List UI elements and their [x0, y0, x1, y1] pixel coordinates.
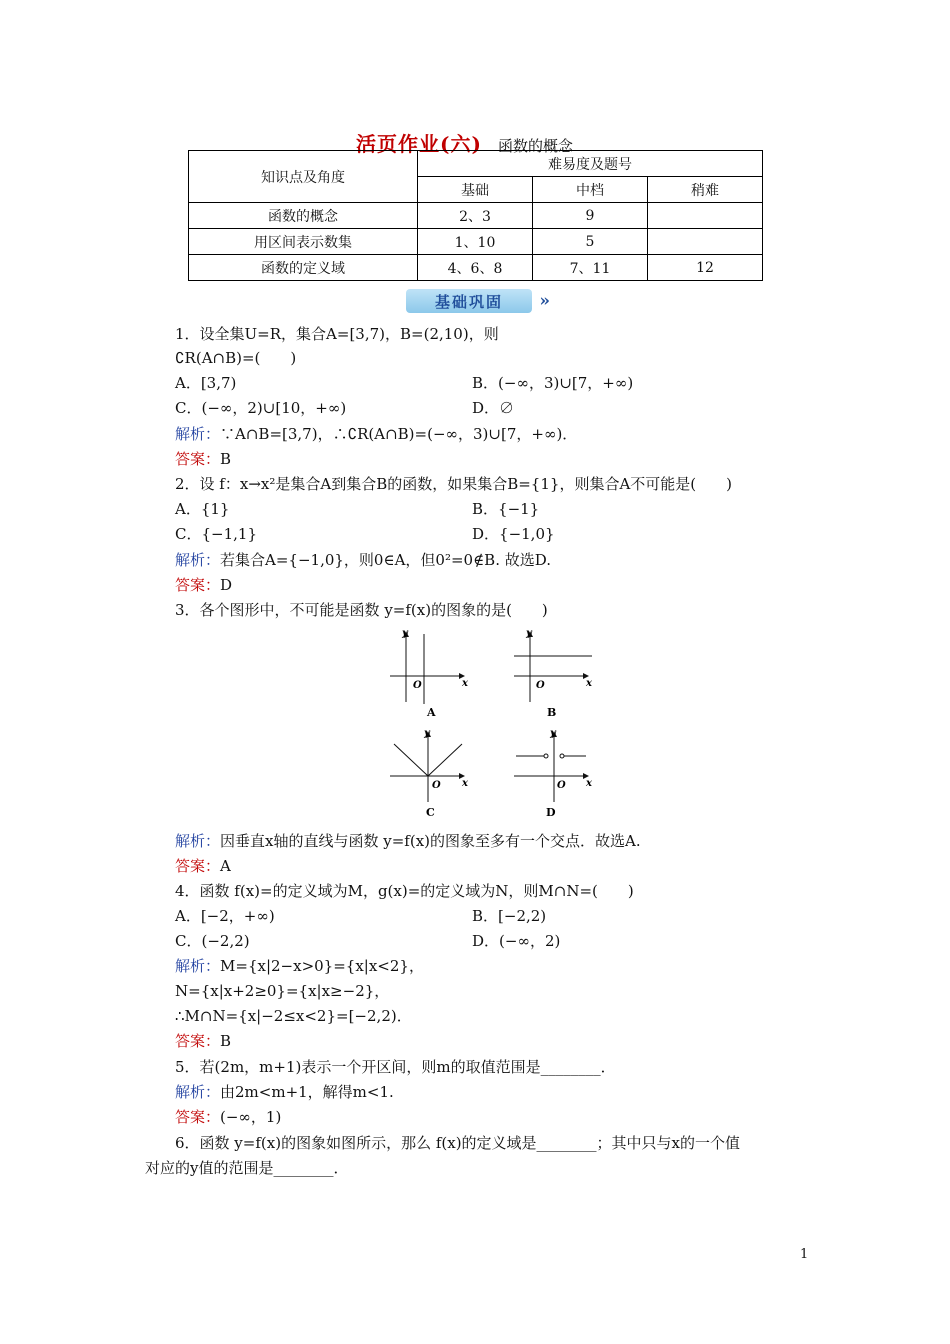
answer-label: 答案： [175, 1032, 221, 1050]
graph-b-y: y [526, 628, 532, 639]
table-row [189, 255, 763, 281]
table-cell [648, 229, 763, 255]
q1-stem: 1．设全集U=R，集合A=[3,7)，B=(2,10)，则 [175, 325, 499, 343]
graph-a-label: A [427, 706, 436, 719]
section-badge [406, 289, 552, 313]
table-cell: 2、3 [418, 203, 533, 229]
q1-answer-text: B [220, 450, 232, 468]
q3-answer-text: A [220, 857, 231, 875]
double-chevron-icon: » [539, 291, 552, 311]
q2-answer-text: D [220, 576, 233, 594]
q4-option-d: D．(−∞，2) [472, 932, 561, 950]
graph-d-label: D [546, 806, 556, 819]
q1-option-c: C．(−∞，2)∪[10，+∞) [175, 399, 347, 417]
q5-stem: 5．若(2m，m+1)表示一个开区间，则m的取值范围是________． [175, 1058, 616, 1076]
q1-answer [175, 449, 231, 469]
difficulty-table [188, 150, 763, 281]
q5-answer [175, 1107, 281, 1127]
section-badge-label: 基础巩固 [434, 292, 503, 311]
graph-d [514, 732, 588, 802]
graph-c-x: x [462, 778, 468, 789]
q4-analysis-text: M={x|2−x>0}={x|x<2}， [220, 957, 424, 975]
graph-c-origin: O [432, 780, 441, 791]
graph-a-x: x [462, 678, 468, 689]
table-cell: 9 [533, 203, 648, 229]
answer-label: 答案： [175, 857, 221, 875]
graph-a-y: y [402, 628, 408, 639]
q2-analysis-text: 若集合A={−1,0}，则0∈A，但0²=0∉B. 故选D. [220, 551, 551, 569]
table-header-topic: 知识点及角度 [189, 151, 418, 203]
q1-stem-2: ∁R(A∩B)=( ) [175, 349, 297, 367]
q3-analysis-text: 因垂直x轴的直线与函数 y=f(x)的图象至多有一个交点．故选A. [220, 832, 641, 850]
q4-answer [175, 1031, 231, 1051]
table-row [189, 203, 763, 229]
table-cell: 12 [648, 255, 763, 281]
q1-option-b: B．(−∞，3)∪[7，+∞) [472, 374, 634, 392]
graph-a-origin: O [413, 680, 422, 691]
table-header-mid: 中档 [533, 177, 648, 203]
q6-stem-2: 对应的y值的范围是________． [145, 1159, 349, 1177]
graph-c [390, 732, 464, 802]
q4-analysis-line-3: ∴M∩N={x|−2≤x<2}=[−2,2)． [175, 1007, 412, 1025]
q4-option-a: A．[−2，+∞) [175, 907, 275, 925]
q3-analysis [175, 831, 641, 851]
q1-analysis-text: ∵A∩B=[3,7)，∴∁R(A∩B)=(−∞，3)∪[7，+∞)． [220, 425, 578, 443]
page-number: 1 [800, 1247, 809, 1262]
answer-label: 答案： [175, 576, 221, 594]
q4-answer-text: B [220, 1032, 232, 1050]
q2-option-a: A．{1} [175, 500, 230, 518]
table-cell: 函数的概念 [189, 203, 418, 229]
analysis-label: 解析： [175, 832, 221, 850]
q5-answer-text: (−∞，1) [220, 1108, 282, 1126]
q5-analysis [175, 1082, 394, 1102]
graph-b [514, 632, 592, 702]
analysis-label: 解析： [175, 551, 221, 569]
table-cell [648, 203, 763, 229]
q1-analysis [175, 424, 577, 444]
graph-b-label: B [547, 706, 557, 719]
answer-label: 答案： [175, 1108, 221, 1126]
q3-stem: 3．各个图形中，不可能是函数 y=f(x)的图象的是( ) [175, 601, 548, 619]
table-cell: 用区间表示数集 [189, 229, 418, 255]
analysis-label: 解析： [175, 425, 221, 443]
table-row [189, 229, 763, 255]
q2-answer [175, 575, 232, 595]
table-header-basic: 基础 [418, 177, 533, 203]
q4-analysis-line-2: N={x|x+2≥0}={x|x≥−2}， [175, 982, 390, 1000]
q4-stem: 4．函数 f(x)=的定义域为M，g(x)=的定义域为N，则M∩N=( ) [175, 882, 634, 900]
graph-d-y: y [550, 728, 556, 739]
q2-option-c: C．{−1,1} [175, 525, 257, 543]
q6-stem: 6．函数 y=f(x)的图象如图所示，那么 f(x)的定义域是________；其中只与x的一个值 [175, 1134, 741, 1152]
q1-option-a: A．[3,7) [175, 374, 237, 392]
analysis-label: 解析： [175, 957, 221, 975]
q4-analysis [175, 956, 424, 976]
table-cell: 4、6、8 [418, 255, 533, 281]
page-title: 活页作业(六) [356, 132, 482, 156]
graph-d-x: x [586, 778, 592, 789]
answer-label: 答案： [175, 450, 221, 468]
q1-option-d: D．∅ [472, 399, 515, 417]
q5-analysis-text: 由2m<m+1，解得m<1. [220, 1083, 394, 1101]
table-cell: 函数的定义域 [189, 255, 418, 281]
table-cell: 7、11 [533, 255, 648, 281]
q2-analysis [175, 550, 551, 570]
graph-a [390, 632, 464, 704]
q4-option-b: B．[−2,2) [472, 907, 547, 925]
q2-stem: 2．设 f：x→x²是集合A到集合B的函数，如果集合B={1}，则集合A不可能是( ) [175, 475, 732, 493]
table-header-hard: 稍难 [648, 177, 763, 203]
graph-b-origin: O [536, 680, 545, 691]
q2-option-b: B．{−1} [472, 500, 540, 518]
graph-c-label: C [426, 806, 435, 819]
graph-c-y: y [424, 728, 430, 739]
q2-option-d: D．{−1,0} [472, 525, 555, 543]
q3-figures [380, 622, 610, 822]
graph-b-x: x [586, 678, 592, 689]
q3-answer [175, 856, 231, 876]
table-cell: 1、10 [418, 229, 533, 255]
table-cell: 5 [533, 229, 648, 255]
page-subtitle: 函数的概念 [497, 137, 573, 155]
analysis-label: 解析： [175, 1083, 221, 1101]
q4-option-c: C．(−2,2) [175, 932, 250, 950]
table-header-group: 难易度及题号 [418, 151, 763, 177]
graph-d-origin: O [557, 780, 566, 791]
